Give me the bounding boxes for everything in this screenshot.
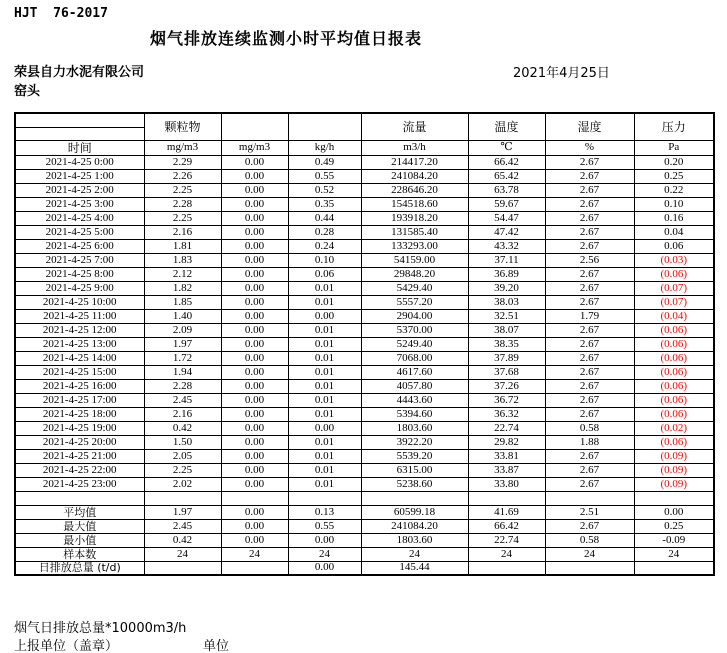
value-cell: 0.00: [221, 421, 288, 435]
value-cell: 32.51: [468, 309, 545, 323]
value-cell: 2.67: [545, 239, 634, 253]
data-row: [15, 379, 714, 393]
value-cell: 37.89: [468, 351, 545, 365]
empty-cell: [634, 491, 714, 505]
value-cell: 0.52: [288, 183, 361, 197]
data-row: [15, 323, 714, 337]
value-cell: 2.25: [144, 211, 221, 225]
value-cell: 0.00: [288, 309, 361, 323]
value-cell: 0.00: [221, 183, 288, 197]
value-cell: 38.07: [468, 323, 545, 337]
value-cell: 0.00: [221, 379, 288, 393]
value-cell: 0.01: [288, 295, 361, 309]
value-cell: 0.00: [221, 211, 288, 225]
value-cell: 0.55: [288, 169, 361, 183]
value-cell: 2.67: [545, 323, 634, 337]
value-cell: 37.26: [468, 379, 545, 393]
value-cell: 1.94: [144, 365, 221, 379]
value-cell: 1.85: [144, 295, 221, 309]
value-cell: 38.03: [468, 295, 545, 309]
value-cell: 29848.20: [361, 267, 468, 281]
value-cell: 33.80: [468, 477, 545, 491]
row-label-cell: 2021-4-25 20:00: [15, 435, 144, 449]
value-cell: 145.44: [361, 561, 468, 575]
value-cell: (0.06): [634, 267, 714, 281]
value-cell: 1.81: [144, 239, 221, 253]
value-cell: (0.03): [634, 253, 714, 267]
value-cell: 0.10: [288, 253, 361, 267]
value-cell: 2.67: [545, 519, 634, 533]
value-cell: 1.72: [144, 351, 221, 365]
value-cell: 193918.20: [361, 211, 468, 225]
value-cell: 0.06: [288, 267, 361, 281]
value-cell: (0.07): [634, 295, 714, 309]
unit-header-row: [15, 140, 714, 155]
empty-cell: [545, 491, 634, 505]
value-cell: 29.82: [468, 435, 545, 449]
row-label-cell: 2021-4-25 1:00: [15, 169, 144, 183]
unit-celsius: ℃: [468, 140, 545, 155]
data-row: [15, 463, 714, 477]
summary-row: [15, 547, 714, 561]
value-cell: 65.42: [468, 169, 545, 183]
value-cell: [221, 561, 288, 575]
value-cell: 24: [545, 547, 634, 561]
value-cell: 0.16: [634, 211, 714, 225]
row-label-cell: 2021-4-25 19:00: [15, 421, 144, 435]
value-cell: (0.06): [634, 365, 714, 379]
value-cell: 241084.20: [361, 519, 468, 533]
value-cell: 2.67: [545, 379, 634, 393]
empty-cell: [221, 491, 288, 505]
value-cell: 2.67: [545, 449, 634, 463]
group-header-row: [15, 113, 714, 140]
value-cell: 47.42: [468, 225, 545, 239]
row-label-cell: 样本数: [15, 547, 144, 561]
value-cell: 1.82: [144, 281, 221, 295]
value-cell: 63.78: [468, 183, 545, 197]
value-cell: 37.68: [468, 365, 545, 379]
value-cell: 24: [634, 547, 714, 561]
value-cell: 38.35: [468, 337, 545, 351]
data-row: [15, 407, 714, 421]
data-row: [15, 449, 714, 463]
row-label-cell: 2021-4-25 12:00: [15, 323, 144, 337]
summary-row: [15, 561, 714, 575]
value-cell: 36.32: [468, 407, 545, 421]
unit-kg-h: kg/h: [288, 140, 361, 155]
value-cell: 2.67: [545, 281, 634, 295]
company-name: 荣县自力水泥有限公司: [14, 65, 145, 80]
value-cell: 0.25: [634, 519, 714, 533]
value-cell: 0.00: [221, 407, 288, 421]
value-cell: 0.00: [221, 281, 288, 295]
value-cell: 0.01: [288, 337, 361, 351]
page-title: 烟气排放连续监测小时平均值日报表: [150, 29, 423, 48]
value-cell: 1.88: [545, 435, 634, 449]
value-cell: 4057.80: [361, 379, 468, 393]
row-label-cell: 2021-4-25 17:00: [15, 393, 144, 407]
col-header-temperature: 温度: [468, 113, 545, 140]
value-cell: 0.00: [221, 295, 288, 309]
value-cell: 7068.00: [361, 351, 468, 365]
value-cell: 0.58: [545, 533, 634, 547]
row-label-cell: 2021-4-25 4:00: [15, 211, 144, 225]
value-cell: 33.81: [468, 449, 545, 463]
empty-cell: [15, 491, 144, 505]
value-cell: 0.00: [221, 519, 288, 533]
value-cell: 2.02: [144, 477, 221, 491]
value-cell: [468, 561, 545, 575]
value-cell: 2.67: [545, 183, 634, 197]
value-cell: 2.12: [144, 267, 221, 281]
value-cell: 0.10: [634, 197, 714, 211]
value-cell: 2.45: [144, 393, 221, 407]
value-cell: 0.01: [288, 407, 361, 421]
value-cell: 0.35: [288, 197, 361, 211]
row-label-cell: 2021-4-25 15:00: [15, 365, 144, 379]
value-cell: (0.06): [634, 337, 714, 351]
value-cell: 2.67: [545, 477, 634, 491]
split-line: [15, 127, 144, 128]
table-body: [15, 155, 714, 575]
value-cell: 2.16: [144, 225, 221, 239]
summary-row: [15, 519, 714, 533]
value-cell: 60599.18: [361, 505, 468, 519]
value-cell: 0.00: [221, 155, 288, 169]
value-cell: 2.67: [545, 295, 634, 309]
col-header-humidity: 湿度: [545, 113, 634, 140]
data-row: [15, 197, 714, 211]
empty-cell: [468, 491, 545, 505]
value-cell: 1.83: [144, 253, 221, 267]
value-cell: 2.28: [144, 197, 221, 211]
unit-mg-m3-b: mg/m3: [221, 140, 288, 155]
value-cell: 0.01: [288, 435, 361, 449]
row-label-cell: 2021-4-25 11:00: [15, 309, 144, 323]
summary-row: [15, 533, 714, 547]
row-label-cell: 2021-4-25 14:00: [15, 351, 144, 365]
value-cell: 0.00: [634, 505, 714, 519]
value-cell: 0.00: [221, 169, 288, 183]
value-cell: 0.55: [288, 519, 361, 533]
value-cell: (0.09): [634, 449, 714, 463]
value-cell: 0.00: [221, 239, 288, 253]
value-cell: 22.74: [468, 421, 545, 435]
row-label-cell: 2021-4-25 0:00: [15, 155, 144, 169]
row-label-cell: 2021-4-25 23:00: [15, 477, 144, 491]
value-cell: 2.45: [144, 519, 221, 533]
value-cell: 0.44: [288, 211, 361, 225]
row-label-cell: 最小值: [15, 533, 144, 547]
value-cell: 0.49: [288, 155, 361, 169]
value-cell: 2.67: [545, 407, 634, 421]
value-cell: 0.00: [221, 253, 288, 267]
value-cell: (0.06): [634, 435, 714, 449]
value-cell: 0.00: [221, 225, 288, 239]
time-column-label: 时间: [15, 140, 144, 155]
value-cell: 0.01: [288, 365, 361, 379]
data-row: [15, 239, 714, 253]
value-cell: 43.32: [468, 239, 545, 253]
reporting-unit-label: 上报单位（盖章）: [14, 639, 119, 653]
row-label-cell: 日排放总量 (t/d): [15, 561, 144, 575]
value-cell: 0.00: [221, 309, 288, 323]
value-cell: 2.56: [545, 253, 634, 267]
value-cell: 5429.40: [361, 281, 468, 295]
monitoring-site: 窑头: [14, 84, 41, 99]
value-cell: 1.97: [144, 337, 221, 351]
row-label-cell: 最大值: [15, 519, 144, 533]
empty-cell: [361, 491, 468, 505]
row-label-cell: 2021-4-25 8:00: [15, 267, 144, 281]
data-row: [15, 155, 714, 169]
value-cell: 2.05: [144, 449, 221, 463]
value-cell: 54.47: [468, 211, 545, 225]
value-cell: 1.50: [144, 435, 221, 449]
empty-cell: [144, 491, 221, 505]
value-cell: 24: [361, 547, 468, 561]
spacer-row: [15, 491, 714, 505]
value-cell: 5370.00: [361, 323, 468, 337]
value-cell: (0.04): [634, 309, 714, 323]
value-cell: 2.67: [545, 267, 634, 281]
value-cell: 0.01: [288, 323, 361, 337]
value-cell: 6315.00: [361, 463, 468, 477]
value-cell: 0.00: [221, 477, 288, 491]
row-label-cell: 2021-4-25 9:00: [15, 281, 144, 295]
value-cell: 0.00: [221, 449, 288, 463]
value-cell: [144, 561, 221, 575]
value-cell: 36.72: [468, 393, 545, 407]
value-cell: 1.40: [144, 309, 221, 323]
value-cell: 0.00: [288, 561, 361, 575]
value-cell: 0.00: [221, 435, 288, 449]
value-cell: 1803.60: [361, 421, 468, 435]
value-cell: 0.42: [144, 421, 221, 435]
value-cell: 0.00: [221, 267, 288, 281]
value-cell: 2.67: [545, 351, 634, 365]
value-cell: 4617.60: [361, 365, 468, 379]
value-cell: 2.67: [545, 463, 634, 477]
data-row: [15, 421, 714, 435]
empty-cell: [288, 491, 361, 505]
unit-m3-h: m3/h: [361, 140, 468, 155]
unit-label: 单位: [203, 639, 230, 653]
summary-row: [15, 505, 714, 519]
value-cell: 0.25: [634, 169, 714, 183]
value-cell: (0.06): [634, 323, 714, 337]
value-cell: 0.00: [221, 197, 288, 211]
data-row: [15, 211, 714, 225]
standard-code: HJT 76-2017: [14, 6, 108, 21]
value-cell: (0.06): [634, 351, 714, 365]
value-cell: 2.67: [545, 169, 634, 183]
data-row: [15, 365, 714, 379]
row-label-cell: 2021-4-25 10:00: [15, 295, 144, 309]
data-row: [15, 253, 714, 267]
value-cell: 0.00: [221, 533, 288, 547]
value-cell: 54159.00: [361, 253, 468, 267]
flow-total-note: 烟气日排放总量*10000m3/h: [14, 621, 187, 636]
value-cell: 5238.60: [361, 477, 468, 491]
value-cell: 2.67: [545, 211, 634, 225]
value-cell: 0.01: [288, 351, 361, 365]
data-row: [15, 281, 714, 295]
value-cell: 0.22: [634, 183, 714, 197]
data-row: [15, 351, 714, 365]
row-label-cell: 2021-4-25 13:00: [15, 337, 144, 351]
value-cell: (0.06): [634, 379, 714, 393]
value-cell: 24: [288, 547, 361, 561]
value-cell: 0.58: [545, 421, 634, 435]
row-label-cell: 2021-4-25 18:00: [15, 407, 144, 421]
value-cell: 22.74: [468, 533, 545, 547]
row-label-cell: 2021-4-25 7:00: [15, 253, 144, 267]
value-cell: 1.79: [545, 309, 634, 323]
data-row: [15, 309, 714, 323]
row-label-cell: 2021-4-25 22:00: [15, 463, 144, 477]
value-cell: 2.28: [144, 379, 221, 393]
data-row: [15, 267, 714, 281]
col-header-blank-1: [221, 113, 288, 140]
value-cell: 0.00: [221, 323, 288, 337]
value-cell: 39.20: [468, 281, 545, 295]
value-cell: 2.16: [144, 407, 221, 421]
value-cell: 2904.00: [361, 309, 468, 323]
value-cell: 2.29: [144, 155, 221, 169]
row-label-cell: 2021-4-25 21:00: [15, 449, 144, 463]
value-cell: 0.00: [221, 505, 288, 519]
value-cell: 66.42: [468, 155, 545, 169]
value-cell: 131585.40: [361, 225, 468, 239]
value-cell: (0.02): [634, 421, 714, 435]
value-cell: 1.97: [144, 505, 221, 519]
value-cell: 2.67: [545, 393, 634, 407]
value-cell: [545, 561, 634, 575]
value-cell: 228646.20: [361, 183, 468, 197]
value-cell: 0.00: [221, 351, 288, 365]
report-table: [14, 112, 715, 576]
value-cell: 3922.20: [361, 435, 468, 449]
value-cell: 0.01: [288, 477, 361, 491]
value-cell: [634, 561, 714, 575]
row-label-cell: 2021-4-25 6:00: [15, 239, 144, 253]
data-row: [15, 169, 714, 183]
value-cell: 0.20: [634, 155, 714, 169]
data-row: [15, 393, 714, 407]
row-label-cell: 2021-4-25 3:00: [15, 197, 144, 211]
value-cell: 0.28: [288, 225, 361, 239]
value-cell: 2.67: [545, 337, 634, 351]
value-cell: 2.25: [144, 183, 221, 197]
value-cell: 4443.60: [361, 393, 468, 407]
value-cell: 0.00: [221, 365, 288, 379]
value-cell: 0.04: [634, 225, 714, 239]
value-cell: 24: [221, 547, 288, 561]
data-row: [15, 477, 714, 491]
value-cell: 2.25: [144, 463, 221, 477]
value-cell: 0.01: [288, 393, 361, 407]
value-cell: 0.00: [288, 533, 361, 547]
value-cell: 0.00: [221, 337, 288, 351]
value-cell: (0.09): [634, 463, 714, 477]
row-label-cell: 2021-4-25 5:00: [15, 225, 144, 239]
data-row: [15, 337, 714, 351]
col-header-blank-2: [288, 113, 361, 140]
value-cell: 0.13: [288, 505, 361, 519]
value-cell: 2.67: [545, 365, 634, 379]
report-date: 2021年4月25日: [513, 66, 610, 81]
value-cell: 1803.60: [361, 533, 468, 547]
value-cell: 0.00: [221, 393, 288, 407]
row-label-cell: 平均值: [15, 505, 144, 519]
value-cell: 0.06: [634, 239, 714, 253]
value-cell: 41.69: [468, 505, 545, 519]
unit-pa: Pa: [634, 140, 714, 155]
value-cell: 241084.20: [361, 169, 468, 183]
value-cell: 0.01: [288, 379, 361, 393]
value-cell: 2.67: [545, 225, 634, 239]
value-cell: 5557.20: [361, 295, 468, 309]
col-header-pressure: 压力: [634, 113, 714, 140]
value-cell: 2.67: [545, 197, 634, 211]
col-header-flow: 流量: [361, 113, 468, 140]
value-cell: 2.26: [144, 169, 221, 183]
data-row: [15, 295, 714, 309]
value-cell: 5394.60: [361, 407, 468, 421]
value-cell: 214417.20: [361, 155, 468, 169]
value-cell: 66.42: [468, 519, 545, 533]
unit-mg-m3-a: mg/m3: [144, 140, 221, 155]
unit-percent: %: [545, 140, 634, 155]
value-cell: 0.01: [288, 463, 361, 477]
value-cell: 24: [468, 547, 545, 561]
value-cell: 5539.20: [361, 449, 468, 463]
value-cell: 154518.60: [361, 197, 468, 211]
value-cell: 37.11: [468, 253, 545, 267]
value-cell: 0.24: [288, 239, 361, 253]
value-cell: 24: [144, 547, 221, 561]
data-row: [15, 183, 714, 197]
value-cell: 0.01: [288, 449, 361, 463]
value-cell: -0.09: [634, 533, 714, 547]
time-header-spacer: [15, 113, 144, 140]
value-cell: 33.87: [468, 463, 545, 477]
row-label-cell: 2021-4-25 16:00: [15, 379, 144, 393]
value-cell: 59.67: [468, 197, 545, 211]
value-cell: 5249.40: [361, 337, 468, 351]
value-cell: (0.06): [634, 393, 714, 407]
value-cell: 0.00: [288, 421, 361, 435]
data-row: [15, 435, 714, 449]
value-cell: 2.09: [144, 323, 221, 337]
value-cell: 0.00: [221, 463, 288, 477]
col-header-particulate: 颗粒物: [144, 113, 221, 140]
value-cell: (0.06): [634, 407, 714, 421]
value-cell: 0.01: [288, 281, 361, 295]
value-cell: 2.67: [545, 155, 634, 169]
value-cell: 36.89: [468, 267, 545, 281]
value-cell: (0.09): [634, 477, 714, 491]
value-cell: 133293.00: [361, 239, 468, 253]
row-label-cell: 2021-4-25 2:00: [15, 183, 144, 197]
value-cell: 0.42: [144, 533, 221, 547]
value-cell: (0.07): [634, 281, 714, 295]
data-row: [15, 225, 714, 239]
value-cell: 2.51: [545, 505, 634, 519]
